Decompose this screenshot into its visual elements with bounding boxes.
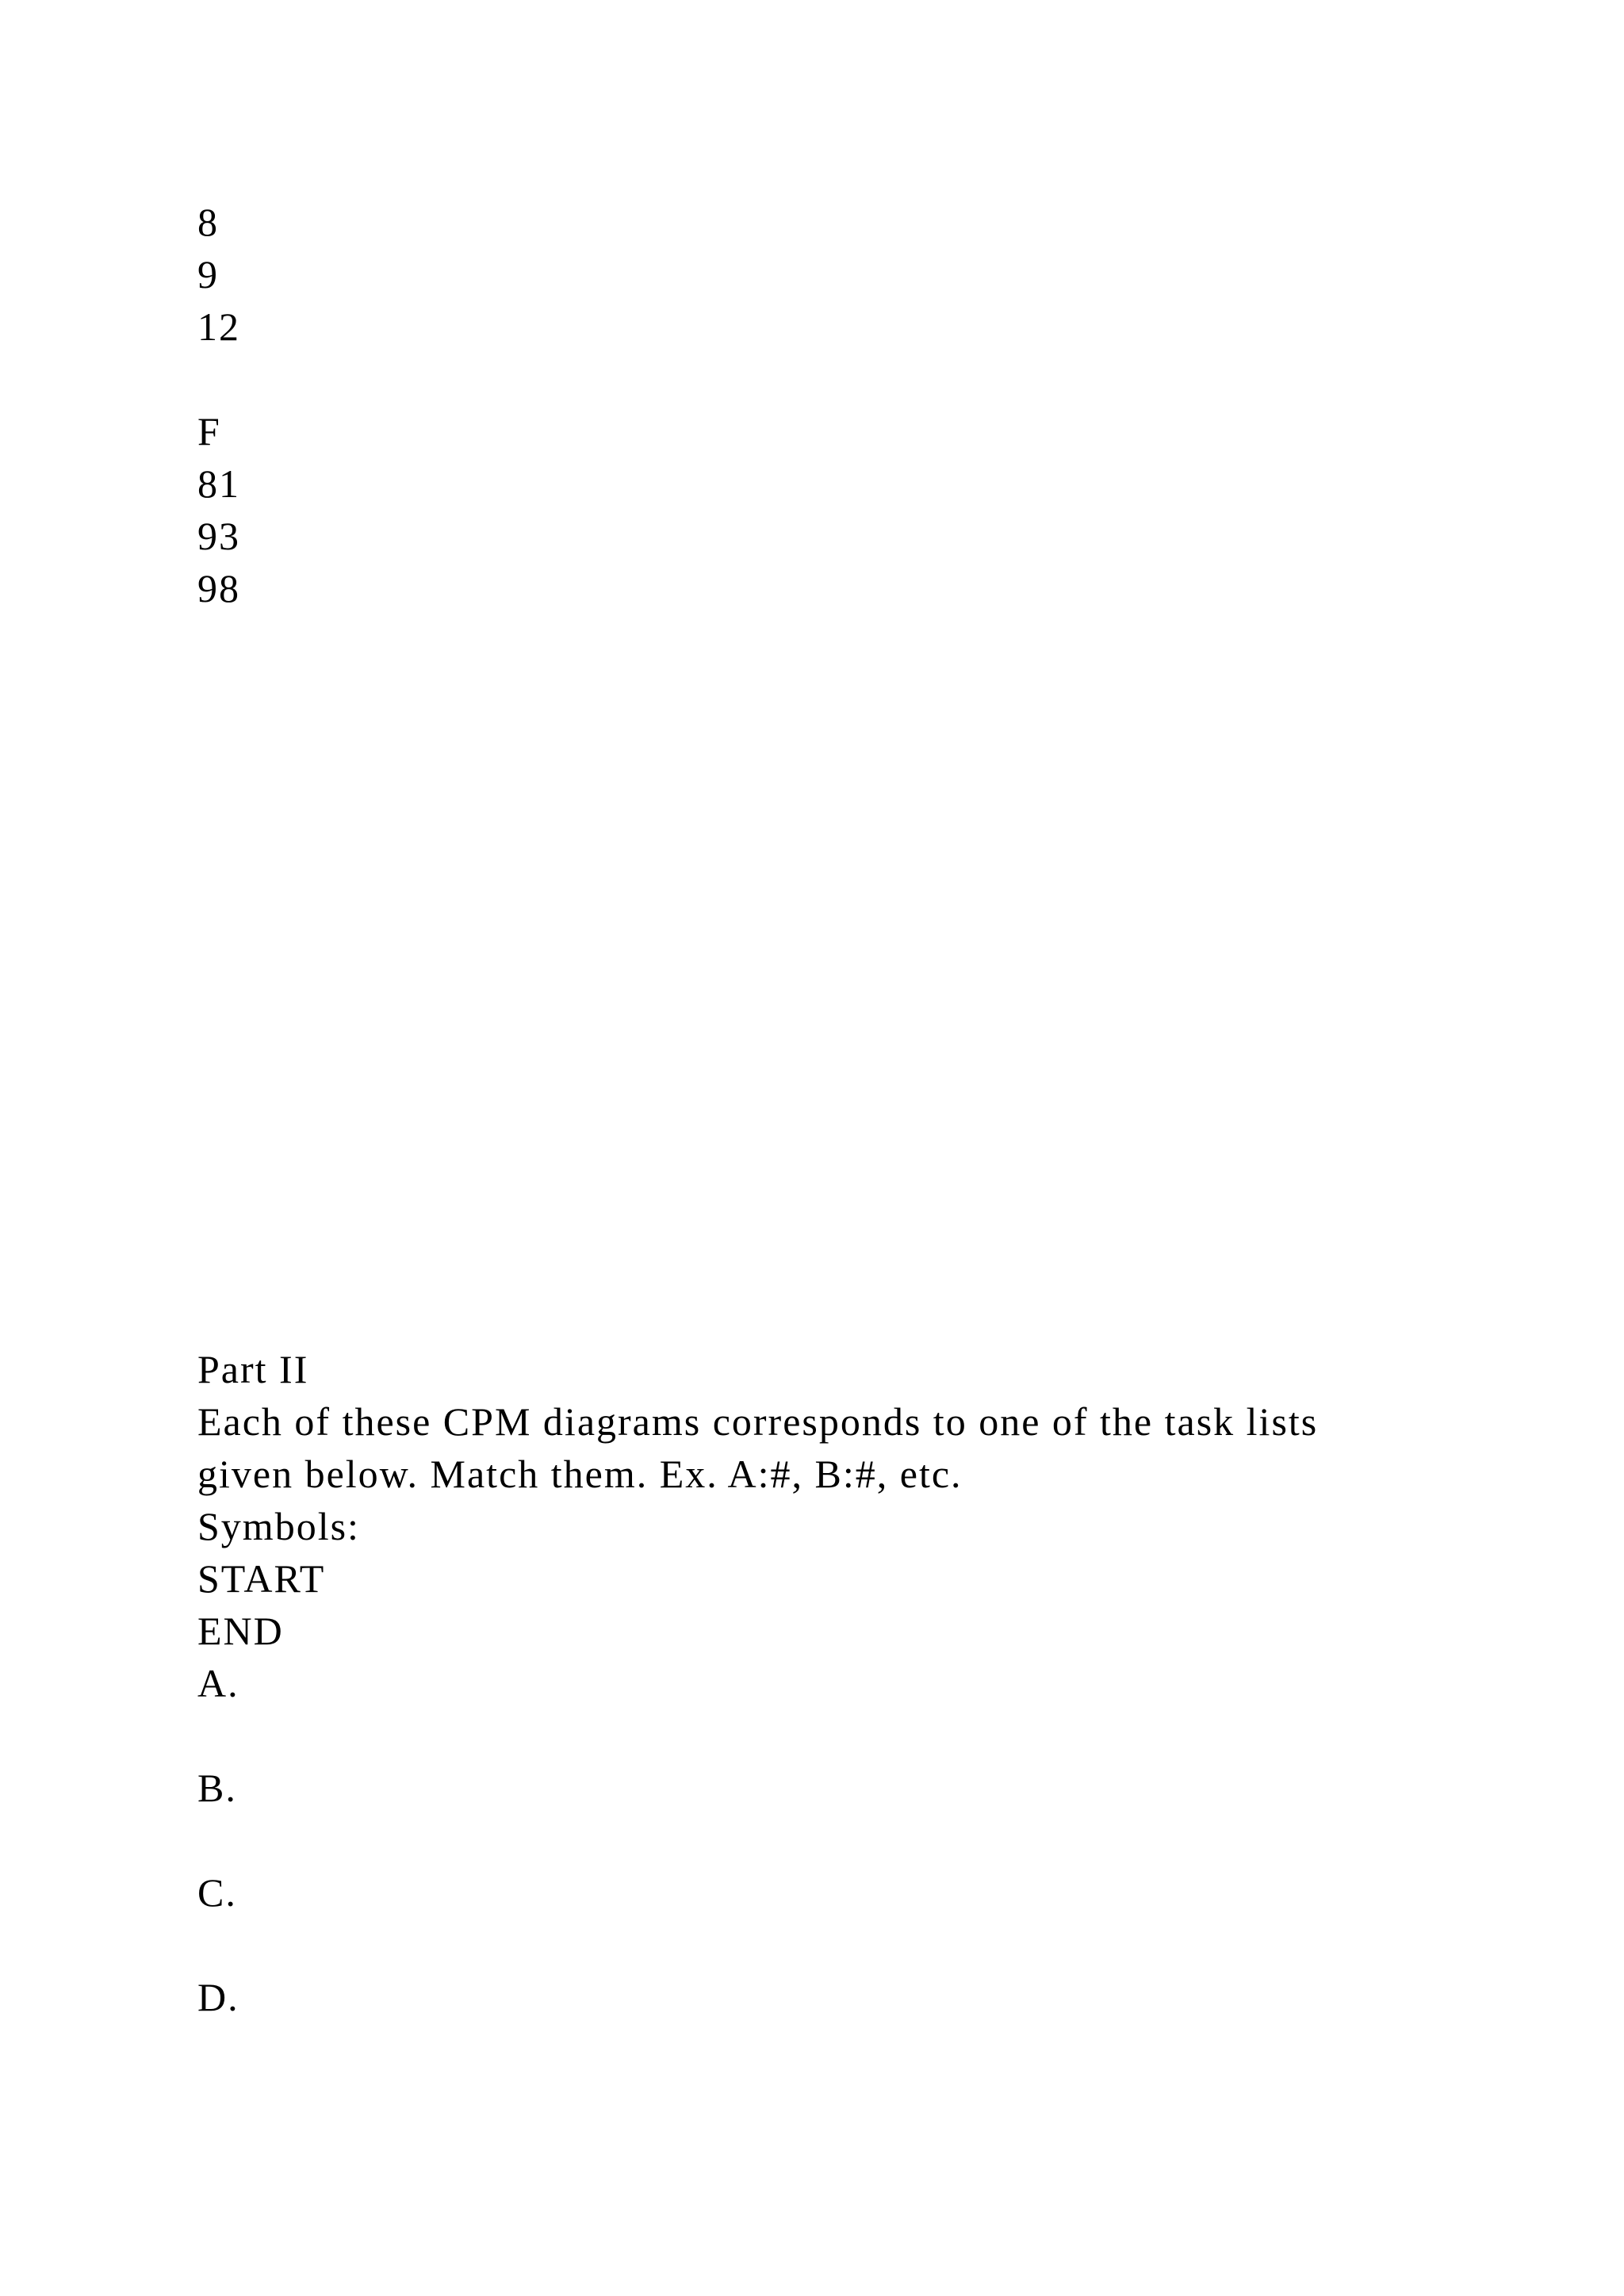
number-line: 8 (197, 200, 219, 244)
option-label: A. (197, 1661, 239, 1705)
number-line: 9 (197, 252, 219, 297)
option-label: B. (197, 1766, 237, 1810)
part-heading: Part II (197, 1347, 309, 1391)
number-line: 98 (197, 566, 240, 610)
number-line: 93 (197, 514, 240, 558)
start-label: START (197, 1556, 326, 1601)
instruction-text: Each of these CPM diagrams corresponds to one of the task lists (197, 1399, 1319, 1444)
end-label: END (197, 1609, 284, 1653)
option-label: D. (197, 1975, 239, 2019)
symbols-label: Symbols: (197, 1504, 360, 1548)
section-f-label: F (197, 409, 221, 453)
number-line: 81 (197, 461, 240, 506)
option-label: C. (197, 1870, 237, 1915)
instruction-text: given below. Match them. Ex. A:#, B:#, etc. (197, 1452, 963, 1496)
number-line: 12 (197, 304, 240, 349)
